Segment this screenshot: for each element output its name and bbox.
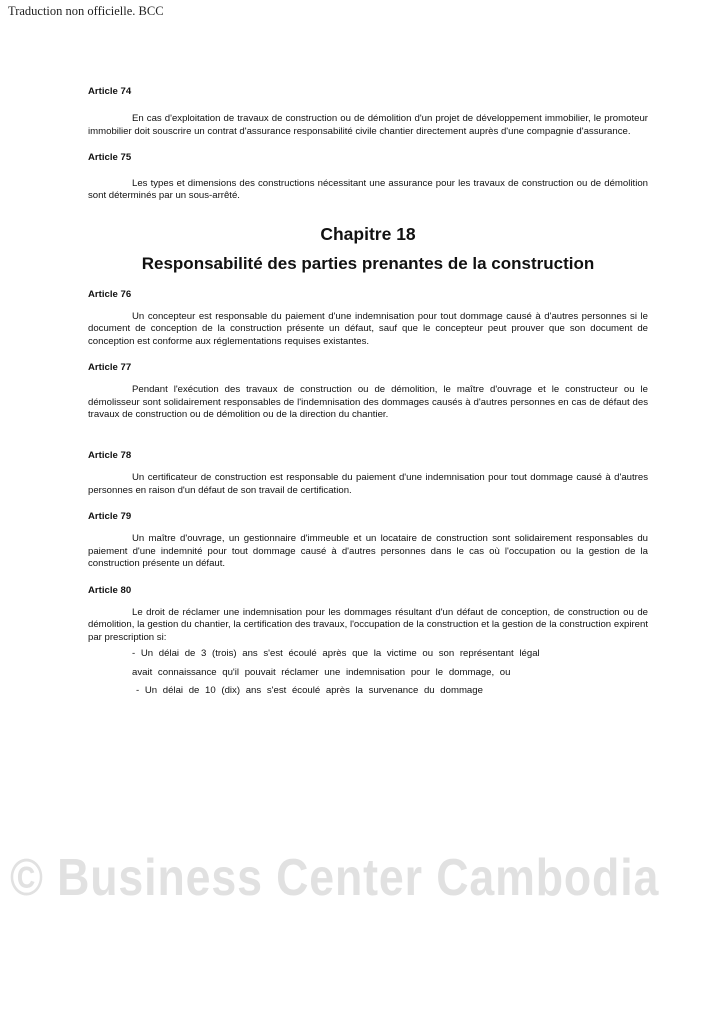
article-79-body: Un maître d'ouvrage, un gestionnaire d'immeuble et un locataire de construction sont solidairement responsables du paiement d'une indemnité pour tout dommage causé à d'autres personnes dans le cas où l'occupation ou la gestion de la construction présente un défaut. xyxy=(88,533,648,570)
article-80-item-1: - Un délai de 3 (trois) ans s'est écoulé après que la victime ou son représentant légal xyxy=(132,648,540,660)
article-79-title: Article 79 xyxy=(88,510,132,522)
article-78-title: Article 78 xyxy=(88,449,132,461)
article-75-title: Article 75 xyxy=(88,152,132,164)
article-77-body: Pendant l'exécution des travaux de construction ou de démolition, le maître d'ouvrage et le constructeur ou le démolisseur sont solidairement responsables de l'indemnisation des dommages causés à d'autres personnes en cas de défaut des travaux de construction ou de démolition ou de la direction du chantier. xyxy=(88,384,648,421)
document-body xyxy=(88,86,648,697)
article-80-body: Le droit de réclamer une indemnisation pour les dommages résultant d'un défaut de conception, de construction ou de démolition, la gestion du chantier, la certification des travaux, l'occupation de la construction et la gestion de la construction expirent par prescription si: xyxy=(88,606,648,643)
watermark: © Business Center Cambodia xyxy=(10,849,660,907)
article-74-title: Article 74 xyxy=(88,86,132,97)
article-80-title: Article 80 xyxy=(88,584,132,596)
article-76-title: Article 76 xyxy=(88,289,132,301)
translation-note: Traduction non officielle. BCC xyxy=(8,4,164,18)
article-74-body: En cas d'exploitation de travaux de construction ou de démolition d'un projet de développement immobilier, le promoteur immobilier doit souscrire un contrat d'assurance responsabilité civile chantier directement auprès d'une compagnie d'assurance. xyxy=(88,113,648,137)
article-80-item-1-continued: avait connaissance qu'il pouvait réclamer une indemnisation pour le dommage, ou xyxy=(132,666,511,678)
article-76-body: Un concepteur est responsable du paiement d'une indemnisation pour tout dommage causé à d'autres personnes si le document de conception de la construction présente un défaut, sauf que le concepteur peut prouver que son document de conception est conforme aux réglementations requises existantes. xyxy=(88,310,648,347)
article-75-body: Les types et dimensions des constructions nécessitant une assurance pour les travaux de construction ou de démolition sont déterminés par un sous-arrêté. xyxy=(88,177,648,202)
article-80-item-2: - Un délai de 10 (dix) ans s'est écoulé après la survenance du dommage xyxy=(136,684,483,696)
article-77-title: Article 77 xyxy=(88,362,132,374)
article-78-body: Un certificateur de construction est responsable du paiement d'une indemnisation pour tout dommage causé à d'autres personnes en raison d'un défaut de son travail de certification. xyxy=(88,472,648,496)
chapter-title: Chapitre 18 xyxy=(320,224,416,245)
chapter-subtitle: Responsabilité des parties prenantes de la construction xyxy=(141,254,595,274)
